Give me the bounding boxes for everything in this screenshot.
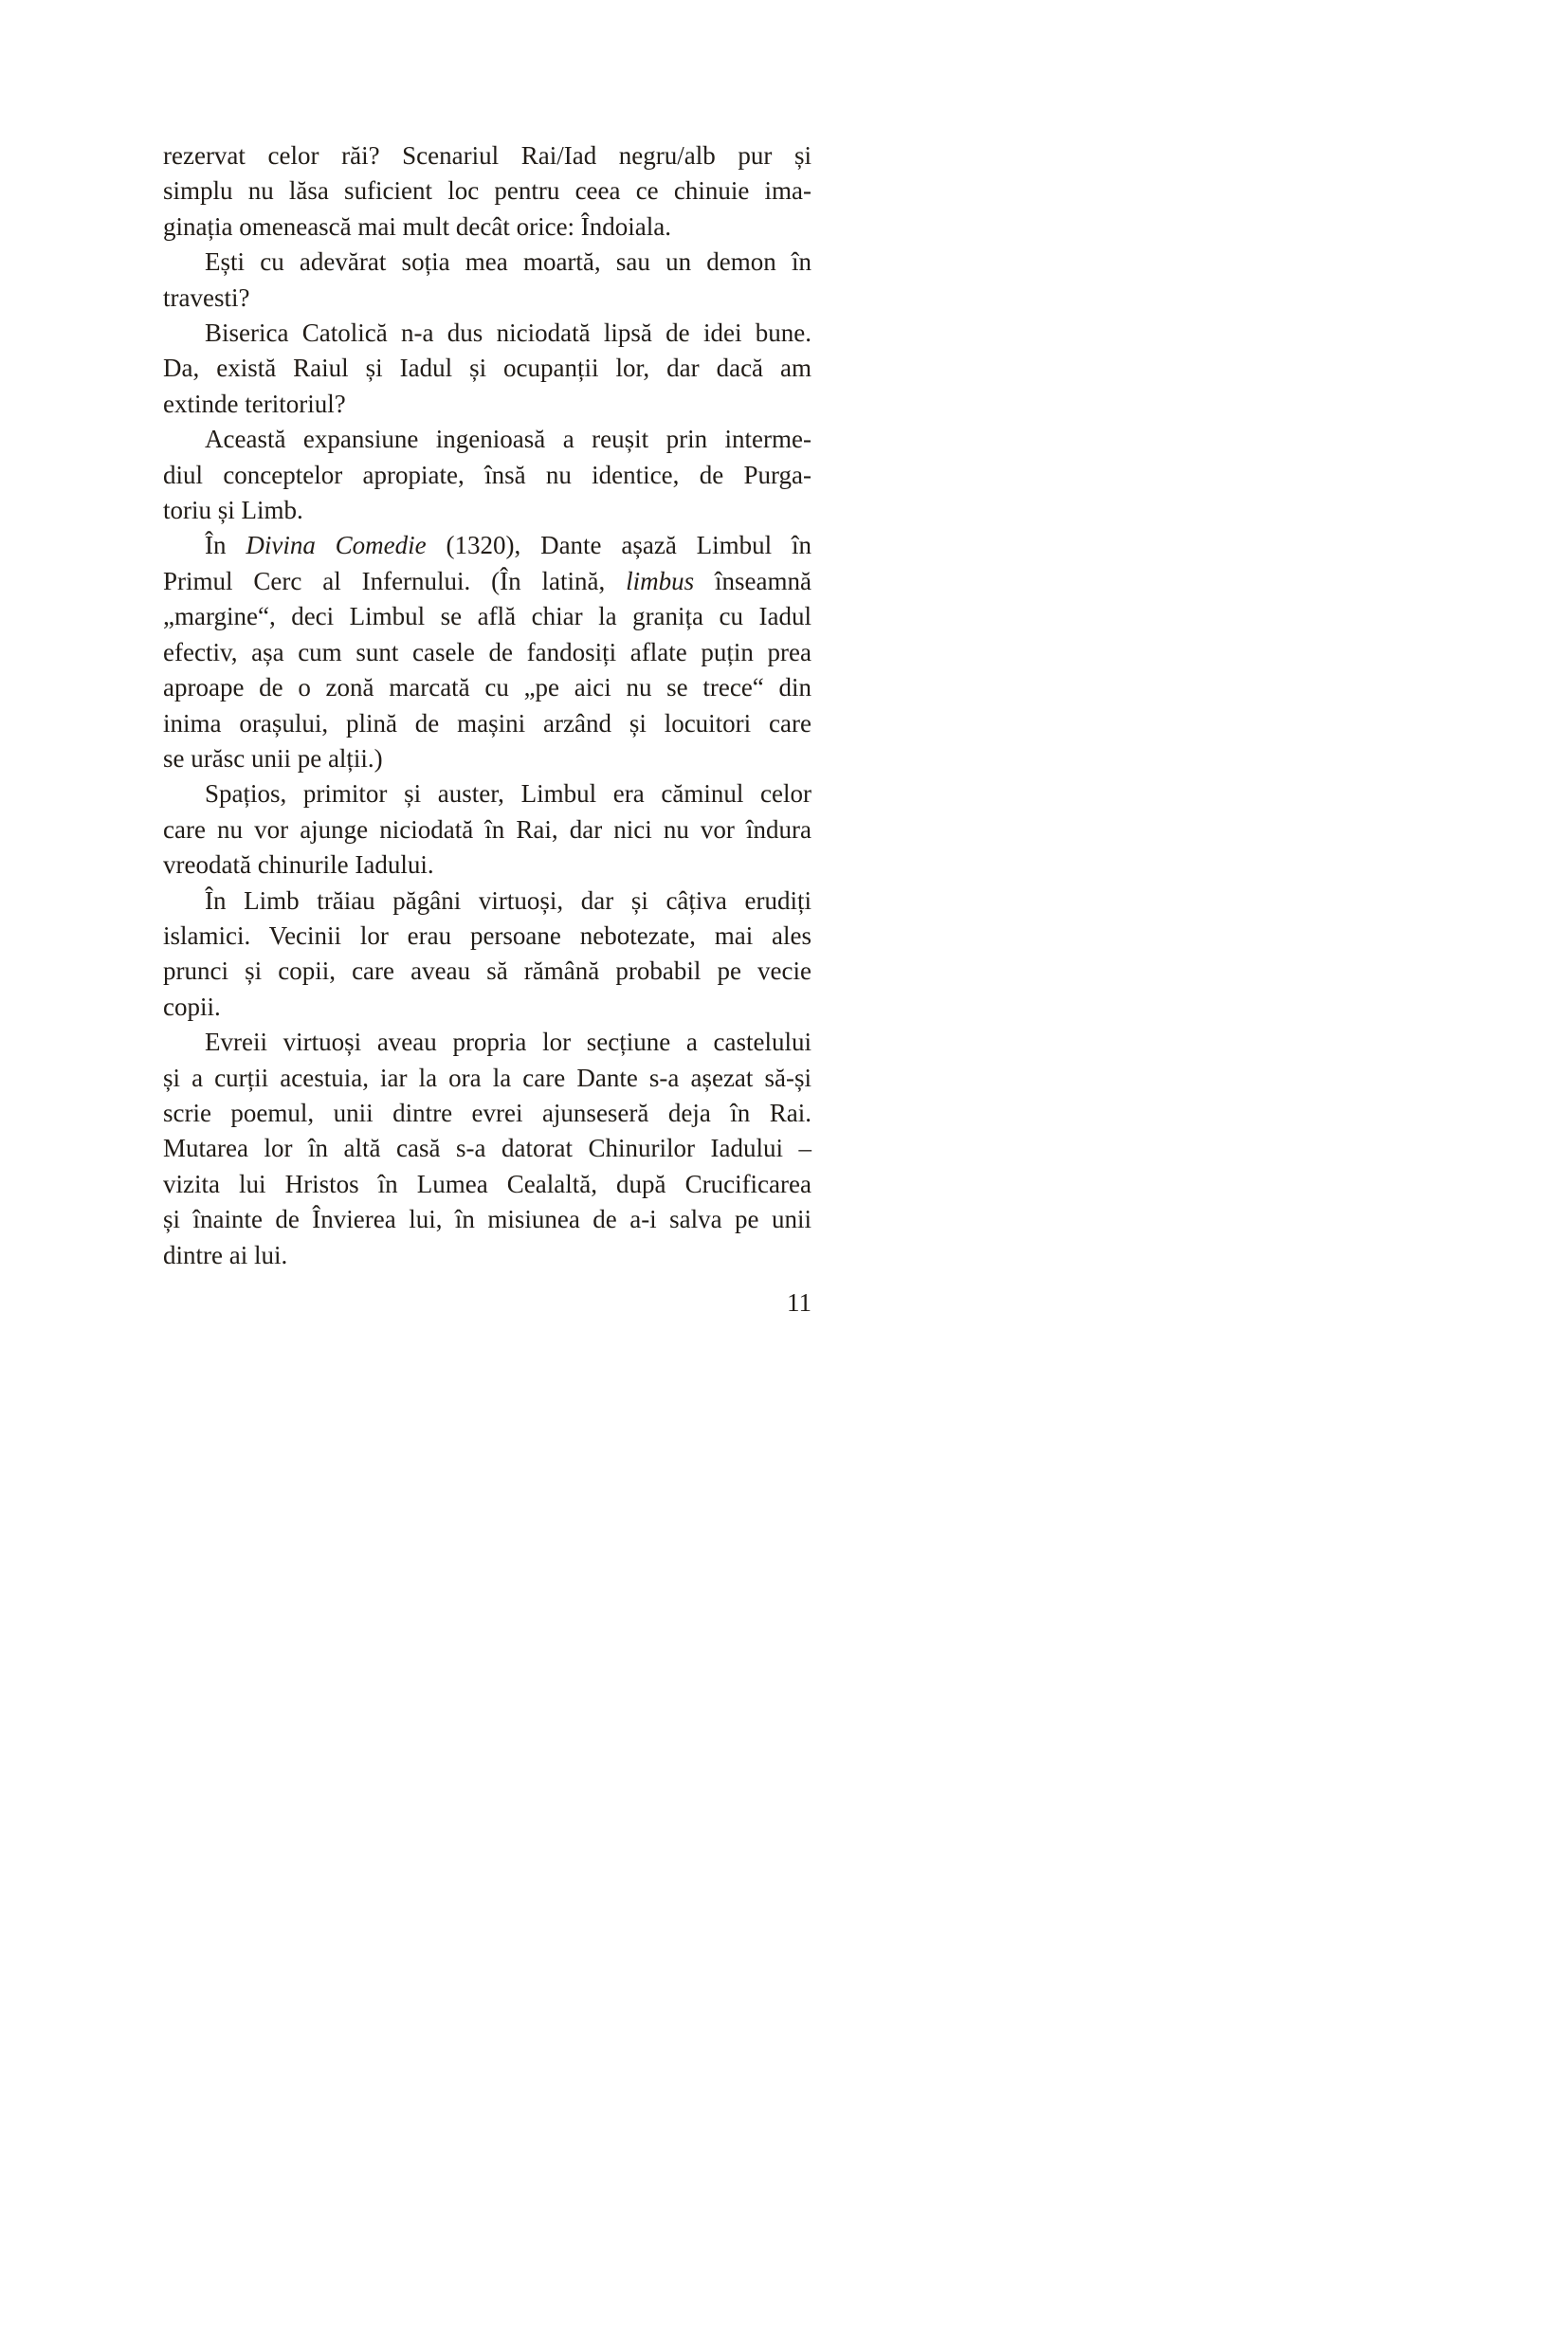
text-line (163, 1131, 811, 1166)
text-line (163, 670, 811, 705)
paragraph (163, 884, 811, 1026)
text-run: Ești cu adevărat soția mea moartă, sau un demon în (205, 247, 811, 277)
text-line (163, 599, 811, 634)
text-run: vizita lui Hristos în Lumea Cealaltă, după Crucificarea (163, 1169, 811, 1198)
text-line (163, 316, 811, 351)
text-run: travesti? (163, 282, 250, 312)
text-line (163, 458, 811, 493)
text-line (163, 493, 811, 528)
text-line (163, 919, 811, 954)
text-line (163, 847, 811, 883)
text-line (163, 528, 811, 563)
text-run: prunci și copii, care aveau să rămână probabil pe vecie (163, 957, 811, 986)
text-line (163, 1238, 811, 1273)
italic-text-run: limbus (626, 566, 695, 595)
text-line (163, 422, 811, 457)
text-run: extinde teritoriul? (163, 389, 346, 418)
text-run: ginația omenească mai mult decât orice: Îndoiala. (163, 211, 672, 241)
text-line (163, 173, 811, 209)
paragraph (163, 422, 811, 528)
text-run: islamici. Vecinii lor erau persoane nebotezate, mai ales (163, 920, 811, 950)
text-run: rezervat celor răi? Scenariul Rai/Iad negru/alb pur și (163, 141, 811, 170)
text-line (163, 954, 811, 989)
text-line (163, 564, 811, 599)
text-line (163, 776, 811, 811)
text-run: Evreii virtuoși aveau propria lor secțiune a castelului (205, 1028, 811, 1057)
text-run: Primul Cerc al Infernului. (În latină, (163, 566, 627, 595)
paragraph (163, 245, 811, 316)
text-run: Spațios, primitor și auster, Limbul era căminul celor (205, 779, 811, 809)
text-run: Această expansiune ingenioasă a reușit prin interme- (205, 425, 811, 454)
text-run: (1320), Dante așază Limbul în (426, 531, 811, 560)
text-line (163, 706, 811, 741)
text-run: care nu vor ajunge niciodată în Rai, dar nici nu vor îndura (163, 814, 811, 844)
text-run: toriu și Limb. (163, 496, 303, 525)
text-line (163, 281, 811, 316)
text-block (163, 138, 811, 1273)
text-run: „margine“, deci Limbul se află chiar la granița cu Iadul (163, 602, 811, 631)
text-run: Biserica Catolică n-a dus niciodată lipsă de idei bune. (205, 319, 811, 348)
text-run: simplu nu lăsa suficient loc pentru ceea ce chinuie ima- (163, 176, 811, 206)
text-line (163, 635, 811, 670)
text-run: înseamnă (694, 566, 811, 595)
page-number: 11 (787, 1288, 811, 1317)
text-line (163, 1202, 811, 1237)
text-line (163, 1096, 811, 1131)
text-run: aproape de o zonă marcată cu „pe aici nu se trece“ din (163, 673, 811, 702)
text-line (163, 741, 811, 776)
paragraph (163, 138, 811, 245)
text-line (163, 1167, 811, 1202)
text-run: scrie poemul, unii dintre evrei ajunseseră deja în Rai. (163, 1098, 811, 1127)
text-run: și a curții acestuia, iar la ora la care Dante s-a așezat să-și (163, 1063, 811, 1092)
text-line (163, 351, 811, 386)
paragraph (163, 528, 811, 776)
text-line (163, 210, 811, 245)
paragraph (163, 1025, 811, 1273)
text-run: Mutarea lor în altă casă s-a datorat Chinurilor Iadului – (163, 1134, 811, 1163)
italic-text-run: Divina Comedie (246, 531, 427, 560)
text-line (163, 990, 811, 1025)
text-run: În (205, 531, 246, 560)
text-line (163, 387, 811, 422)
text-run: se urăsc unii pe alții.) (163, 743, 383, 773)
text-run: diul conceptelor apropiate, însă nu identice, de Purga- (163, 460, 811, 489)
paragraph (163, 776, 811, 883)
text-run: În Limb trăiau păgâni virtuoși, dar și câțiva erudiți (205, 885, 811, 915)
text-line (163, 1061, 811, 1096)
text-line (163, 884, 811, 919)
text-line (163, 812, 811, 847)
text-run: și înainte de Învierea lui, în misiunea de a-i salva pe unii (163, 1205, 811, 1234)
text-run: vreodată chinurile Iadului. (163, 850, 434, 880)
text-line (163, 1025, 811, 1060)
text-run: copii. (163, 992, 221, 1021)
paragraph (163, 316, 811, 422)
text-run: efectiv, așa cum sunt casele de fandosiți aflate puțin prea (163, 637, 811, 666)
text-run: dintre ai lui. (163, 1240, 288, 1269)
text-line (163, 245, 811, 280)
text-run: Da, există Raiul și Iadul și ocupanții lor, dar dacă am (163, 354, 811, 383)
text-run: inima orașului, plină de mașini arzând și locuitori care (163, 708, 811, 738)
text-line (163, 138, 811, 173)
